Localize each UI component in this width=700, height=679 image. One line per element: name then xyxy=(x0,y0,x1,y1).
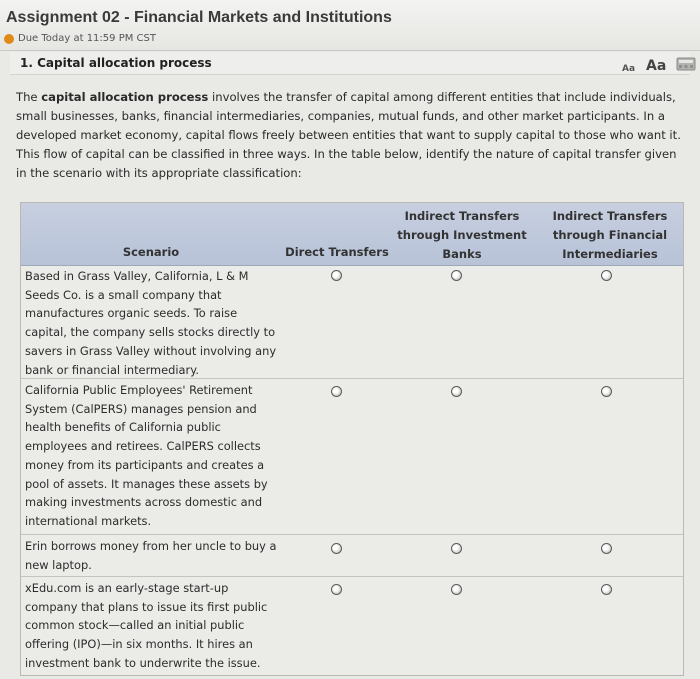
due-date xyxy=(4,33,156,44)
radio-direct[interactable] xyxy=(331,270,342,281)
classification-table xyxy=(20,202,684,676)
header-direct-transfers: Direct Transfers xyxy=(285,245,389,259)
scenario-text: xEdu.com is an early-stage start-up company that plans to issue its first public common stock—called an initial public offering (IPO)—in six months. It hires an investment bank to underwrite the issue. xyxy=(25,581,268,670)
scenario-text: California Public Employees' Retirement System (CalPERS) manages pension and health benefits of California public employees and retirees. CalPERS collects money from its participants and creates a pool of assets. It manages these assets by making investments across domestic and international markets. xyxy=(25,383,268,528)
intro-body: involves the transfer of capital among different entities that include individuals, small businesses, banks, financial intermediaries, companies, mutual funds, and other market participants. In a developed market economy, capital flows freely between entities that want to supply capital to those who want it. This flow of capital can be classified in three ways. In the table below, identify the nature of capital transfer given in the scenario with its appropriate classification: xyxy=(16,90,681,180)
radio-financial-intermediaries[interactable] xyxy=(601,543,612,554)
intro-bold-term: capital allocation process xyxy=(41,90,209,104)
radio-direct[interactable] xyxy=(331,584,342,595)
table-row xyxy=(21,379,683,535)
header-investment-banks: Indirect Transfers through Investment Banks xyxy=(397,209,527,261)
decrease-font-button[interactable]: Aa xyxy=(622,64,636,74)
radio-investment-banks[interactable] xyxy=(451,543,462,554)
intro-prefix: The xyxy=(16,90,42,104)
scenario-text: Based in Grass Valley, California, L & M Seeds Co. is a small company that manufactures organic seeds. To raise capital, the company sells stocks directly to savers in Grass Valley without involving any bank or financial intermediary. xyxy=(25,269,277,377)
header-financial-intermediaries: Indirect Transfers through Financial Intermediaries xyxy=(552,209,668,261)
radio-investment-banks[interactable] xyxy=(451,270,462,281)
radio-direct[interactable] xyxy=(331,543,342,554)
due-date-text: Due Today at 11:59 PM CST xyxy=(18,33,156,44)
table-row xyxy=(21,577,683,675)
radio-direct[interactable] xyxy=(331,386,342,397)
radio-investment-banks[interactable] xyxy=(451,584,462,595)
due-status-icon xyxy=(4,34,14,44)
radio-financial-intermediaries[interactable] xyxy=(601,584,612,595)
header-scenario: Scenario xyxy=(122,245,180,259)
question-title: 1. Capital allocation process xyxy=(20,56,212,70)
radio-financial-intermediaries[interactable] xyxy=(601,270,612,281)
increase-font-button[interactable]: Aa xyxy=(646,58,667,74)
assignment-title: Assignment 02 - Financial Markets and Institutions xyxy=(6,9,392,26)
question-intro xyxy=(16,88,684,183)
radio-financial-intermediaries[interactable] xyxy=(601,386,612,397)
calculator-icon[interactable] xyxy=(676,57,696,71)
assignment-header xyxy=(0,0,700,51)
table-row xyxy=(21,265,683,379)
question-bar xyxy=(10,52,690,75)
radio-investment-banks[interactable] xyxy=(451,386,462,397)
scenario-text: Erin borrows money from her uncle to buy a new laptop. xyxy=(25,539,277,572)
table-row xyxy=(21,535,683,577)
table-header xyxy=(21,203,683,266)
